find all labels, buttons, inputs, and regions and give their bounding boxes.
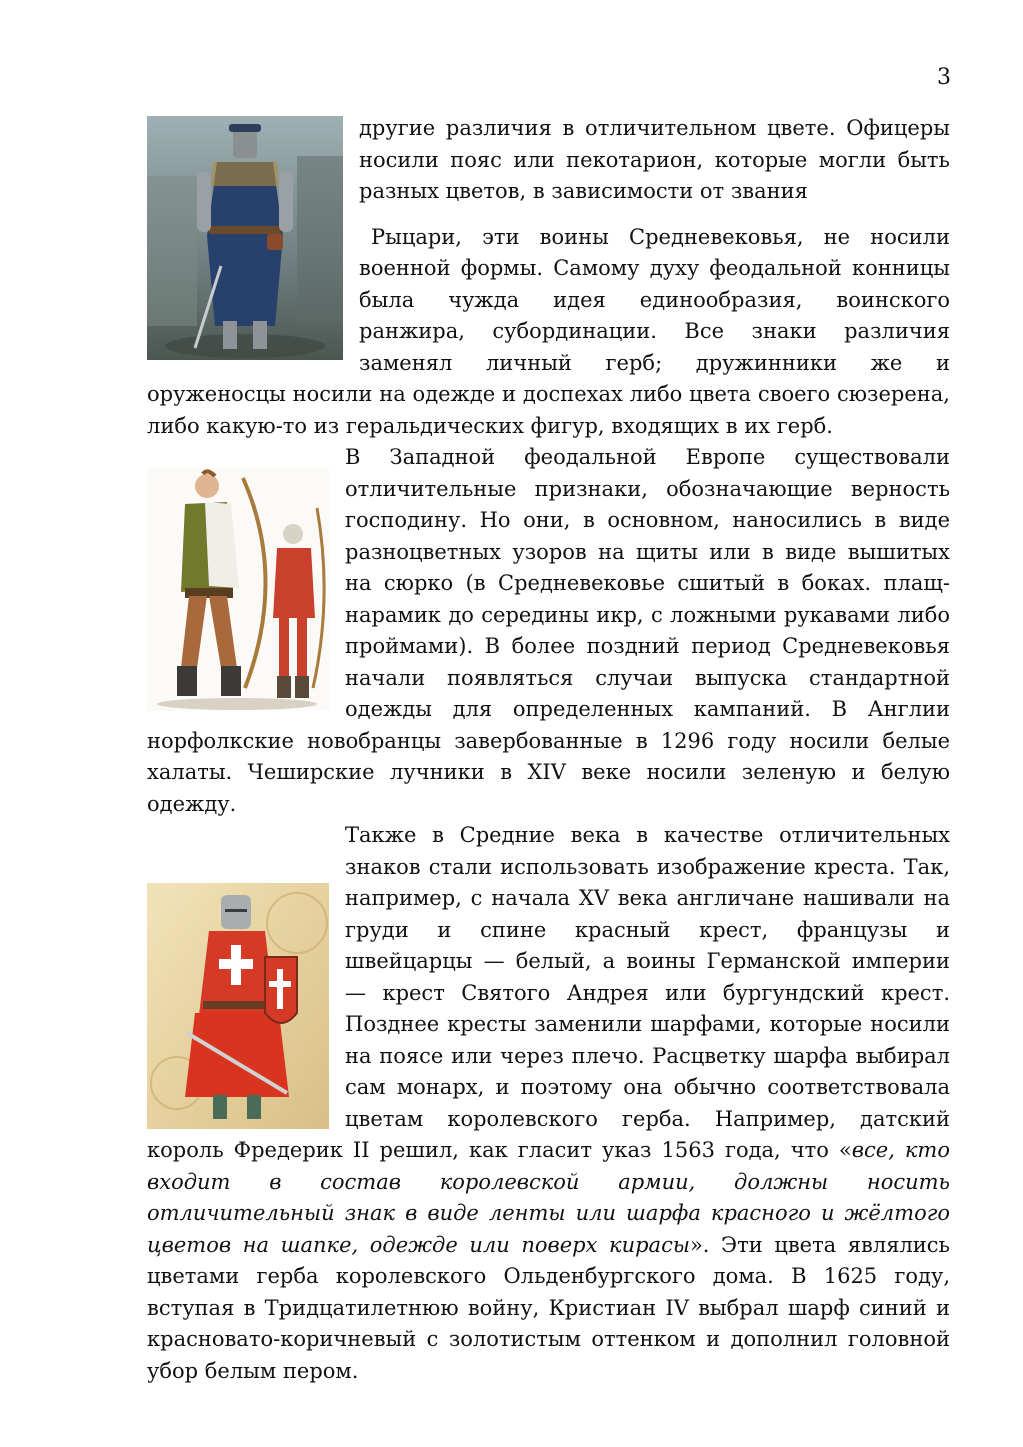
paragraph-cross-text: Также в Средние века в качестве отличительных знаков стали использовать изображение креста. Так, например, с начала XV века англичане нашивали на груди и спине красный крест, французы и швейцарцы — белый, а воины Германской империи — крест Святого Андрея или бургундский крест. Позднее кресты заменили шарфами, которые носили на поясе или через плечо. Расцветку шарфа выбирал сам монарх, и поэтому она обычно соответствовала цветам королевского герба. Например, датский король Фредерик II решил, как гласит указ 1563 года, что « [147,823,950,1162]
archers-longbow-illustration [147,468,329,711]
crusader-red-cross-illustration [147,883,329,1129]
paragraph-officers: другие различия в отличительном цвете. Офицеры носили пояс или пекотарион, которые могли быть разных цветов, в зависимости от звания [359,116,950,203]
paragraph-knights: Рыцари, эти воины Средневековья, не носили военной формы. Самому духу феодальной конницы была чужда идея единообразия, воинского ранжира, субординации. Все знаки различия заменял личный герб; дружинники же и оруженосцы носили на одежде и доспехах либо цвета своего сюзерена, либо какую-то из геральдических фигур, входящих в их герб. [147,224,950,438]
page-number: 3 [937,65,951,90]
paragraph-cross-text-end: ». Эти цвета являлись цветами герба королевского Ольденбургского дома. В 1625 году, вступая в Тридцатилетнюю войну, Кристиан IV выбрал шарф синий и красновато-коричневый с золотистым оттенком и дополнил головной убор белым пером. [147,1232,950,1383]
decree-quote: все, кто входит в состав королевской армии, должны носить отличительный знак в виде ленты или шарфа красного и жёлтого цветов на шапке, одежде или поверх кирасы [147,1138,950,1257]
knight-blue-tabard-illustration [147,116,343,360]
body-text [147,113,950,1387]
paragraph-western-europe-text: В Западной феодальной Европе существовали отличительные признаки, обозначающие верность господину. Но они, в основном, наносились в виде разноцветных узоров на щиты или в виде вышитых на сюрко (в Средневековье сшитый в боках. плащ-нарамик до середины икр, с ложными рукавами либо проймами). В более поздний период Средневековья начали появляться случаи выпуска стандартной одежды для определенных кампаний. В Англии норфолкские новобранцы завербованные в 1296 году носили белые халаты. Чеширские лучники в XIV веке носили зеленую и белую одежду. [147,445,950,816]
